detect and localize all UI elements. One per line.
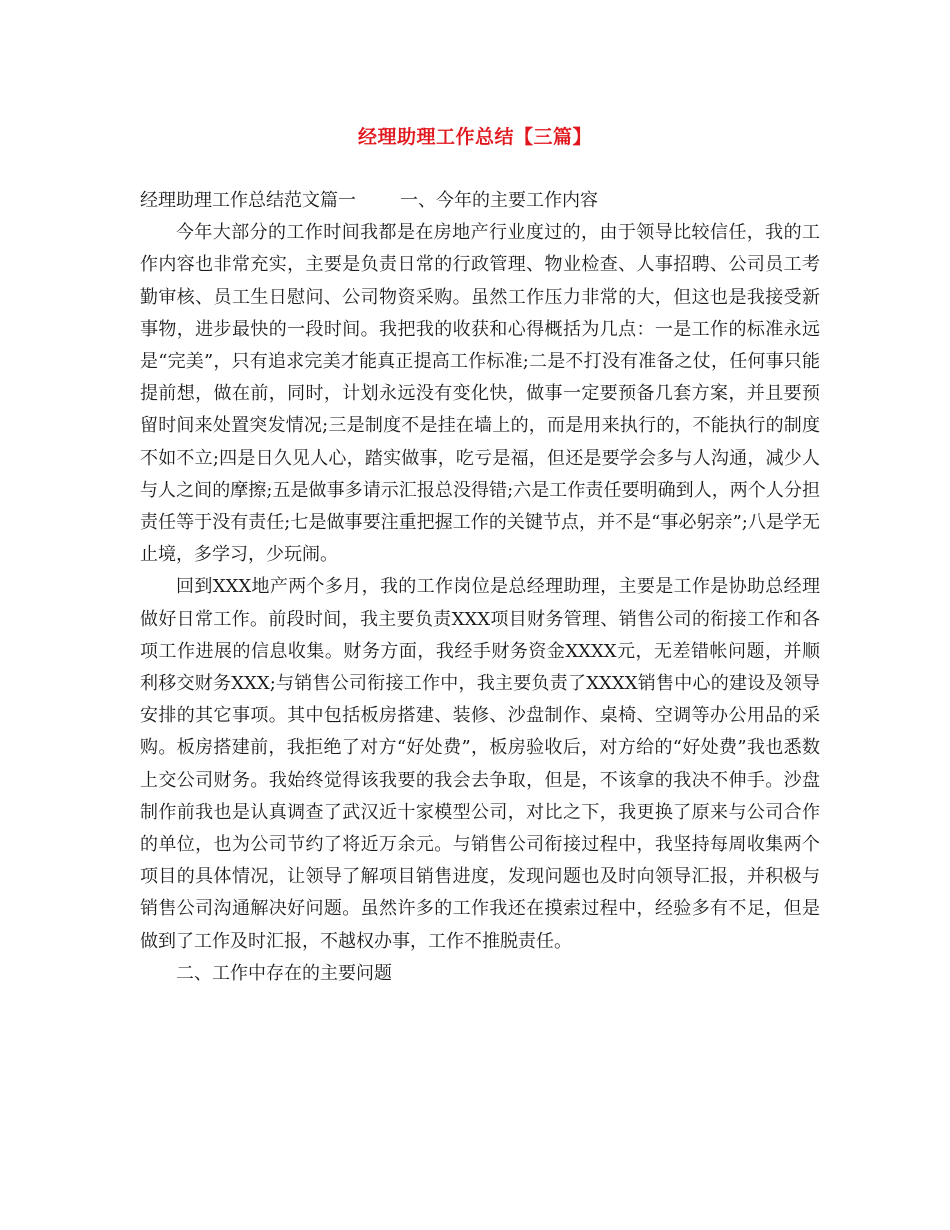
- article-label: 经理助理工作总结范文篇一: [140, 190, 356, 211]
- section-heading-line: [140, 185, 820, 217]
- section-heading: 一、今年的主要工作内容: [400, 190, 598, 211]
- section-heading-2: 二、工作中存在的主要问题: [176, 962, 392, 984]
- document-body: [140, 185, 820, 990]
- document-title: 经理助理工作总结【三篇】: [357, 126, 592, 148]
- paragraph-1: 今年大部分的工作时间我都是在房地产行业度过的，由于领导比较信任，我的工作内容也非常充实，主要是负责日常的行政管理、物业检查、人事招聘、公司员工考勤审核、员工生日慰问、公司物资采购。虽然工作压力非常的大，但这也是我接受新事物，进步最快的一段时间。我把我的收获和心得概括为几点：一是工作的标准永远是“完美”，只有追求完美才能真正提高工作标准;二是不打没有准备之仗，任何事只能提前想，做在前，同时，计划永远没有变化快，做事一定要预备几套方案，并且要预留时间来处置突发情况;三是制度不是挂在墙上的，而是用来执行的，不能执行的制度不如不立;四是日久见人心，踏实做事，吃亏是福，但还是要学会多与人沟通，减少人与人之间的摩擦;五是做事多请示汇报总没得错;六是工作责任要明确到人，两个人分担责任等于没有责任;七是做事要注重把握工作的关键节点，并不是“事必躬亲”;八是学无止境，多学习，少玩闹。: [140, 222, 820, 566]
- paragraph-2: 回到XXX地产两个多月，我的工作岗位是总经理助理，主要是工作是协助总经理做好日常工作。前段时间，我主要负责XXX项目财务管理、销售公司的衔接工作和各项工作进展的信息收集。财务方面，我经手财务资金XXXX元，无差错帐问题，并顺利移交财务XXX;与销售公司衔接工作中，我主要负责了XXXX销售中心的建设及领导安排的其它事项。其中包括板房搭建、装修、沙盘制作、桌椅、空调等办公用品的采购。板房搭建前，我拒绝了对方“好处费”，板房验收后，对方给的“好处费”我也悉数上交公司财务。我始终觉得该我要的我会去争取，但是，不该拿的我决不伸手。沙盘制作前我也是认真调查了武汉近十家模型公司，对比之下，我更换了原来与公司合作的单位，也为公司节约了将近万余元。与销售公司衔接过程中，我坚持每周收集两个项目的具体情况，让领导了解项目销售进度，发现问题也及时向领导汇报，并积极与销售公司沟通解决好问题。虽然许多的工作我还在摸索过程中，经验多有不足，但是做到了工作及时汇报，不越权办事，工作不推脱责任。: [140, 576, 820, 952]
